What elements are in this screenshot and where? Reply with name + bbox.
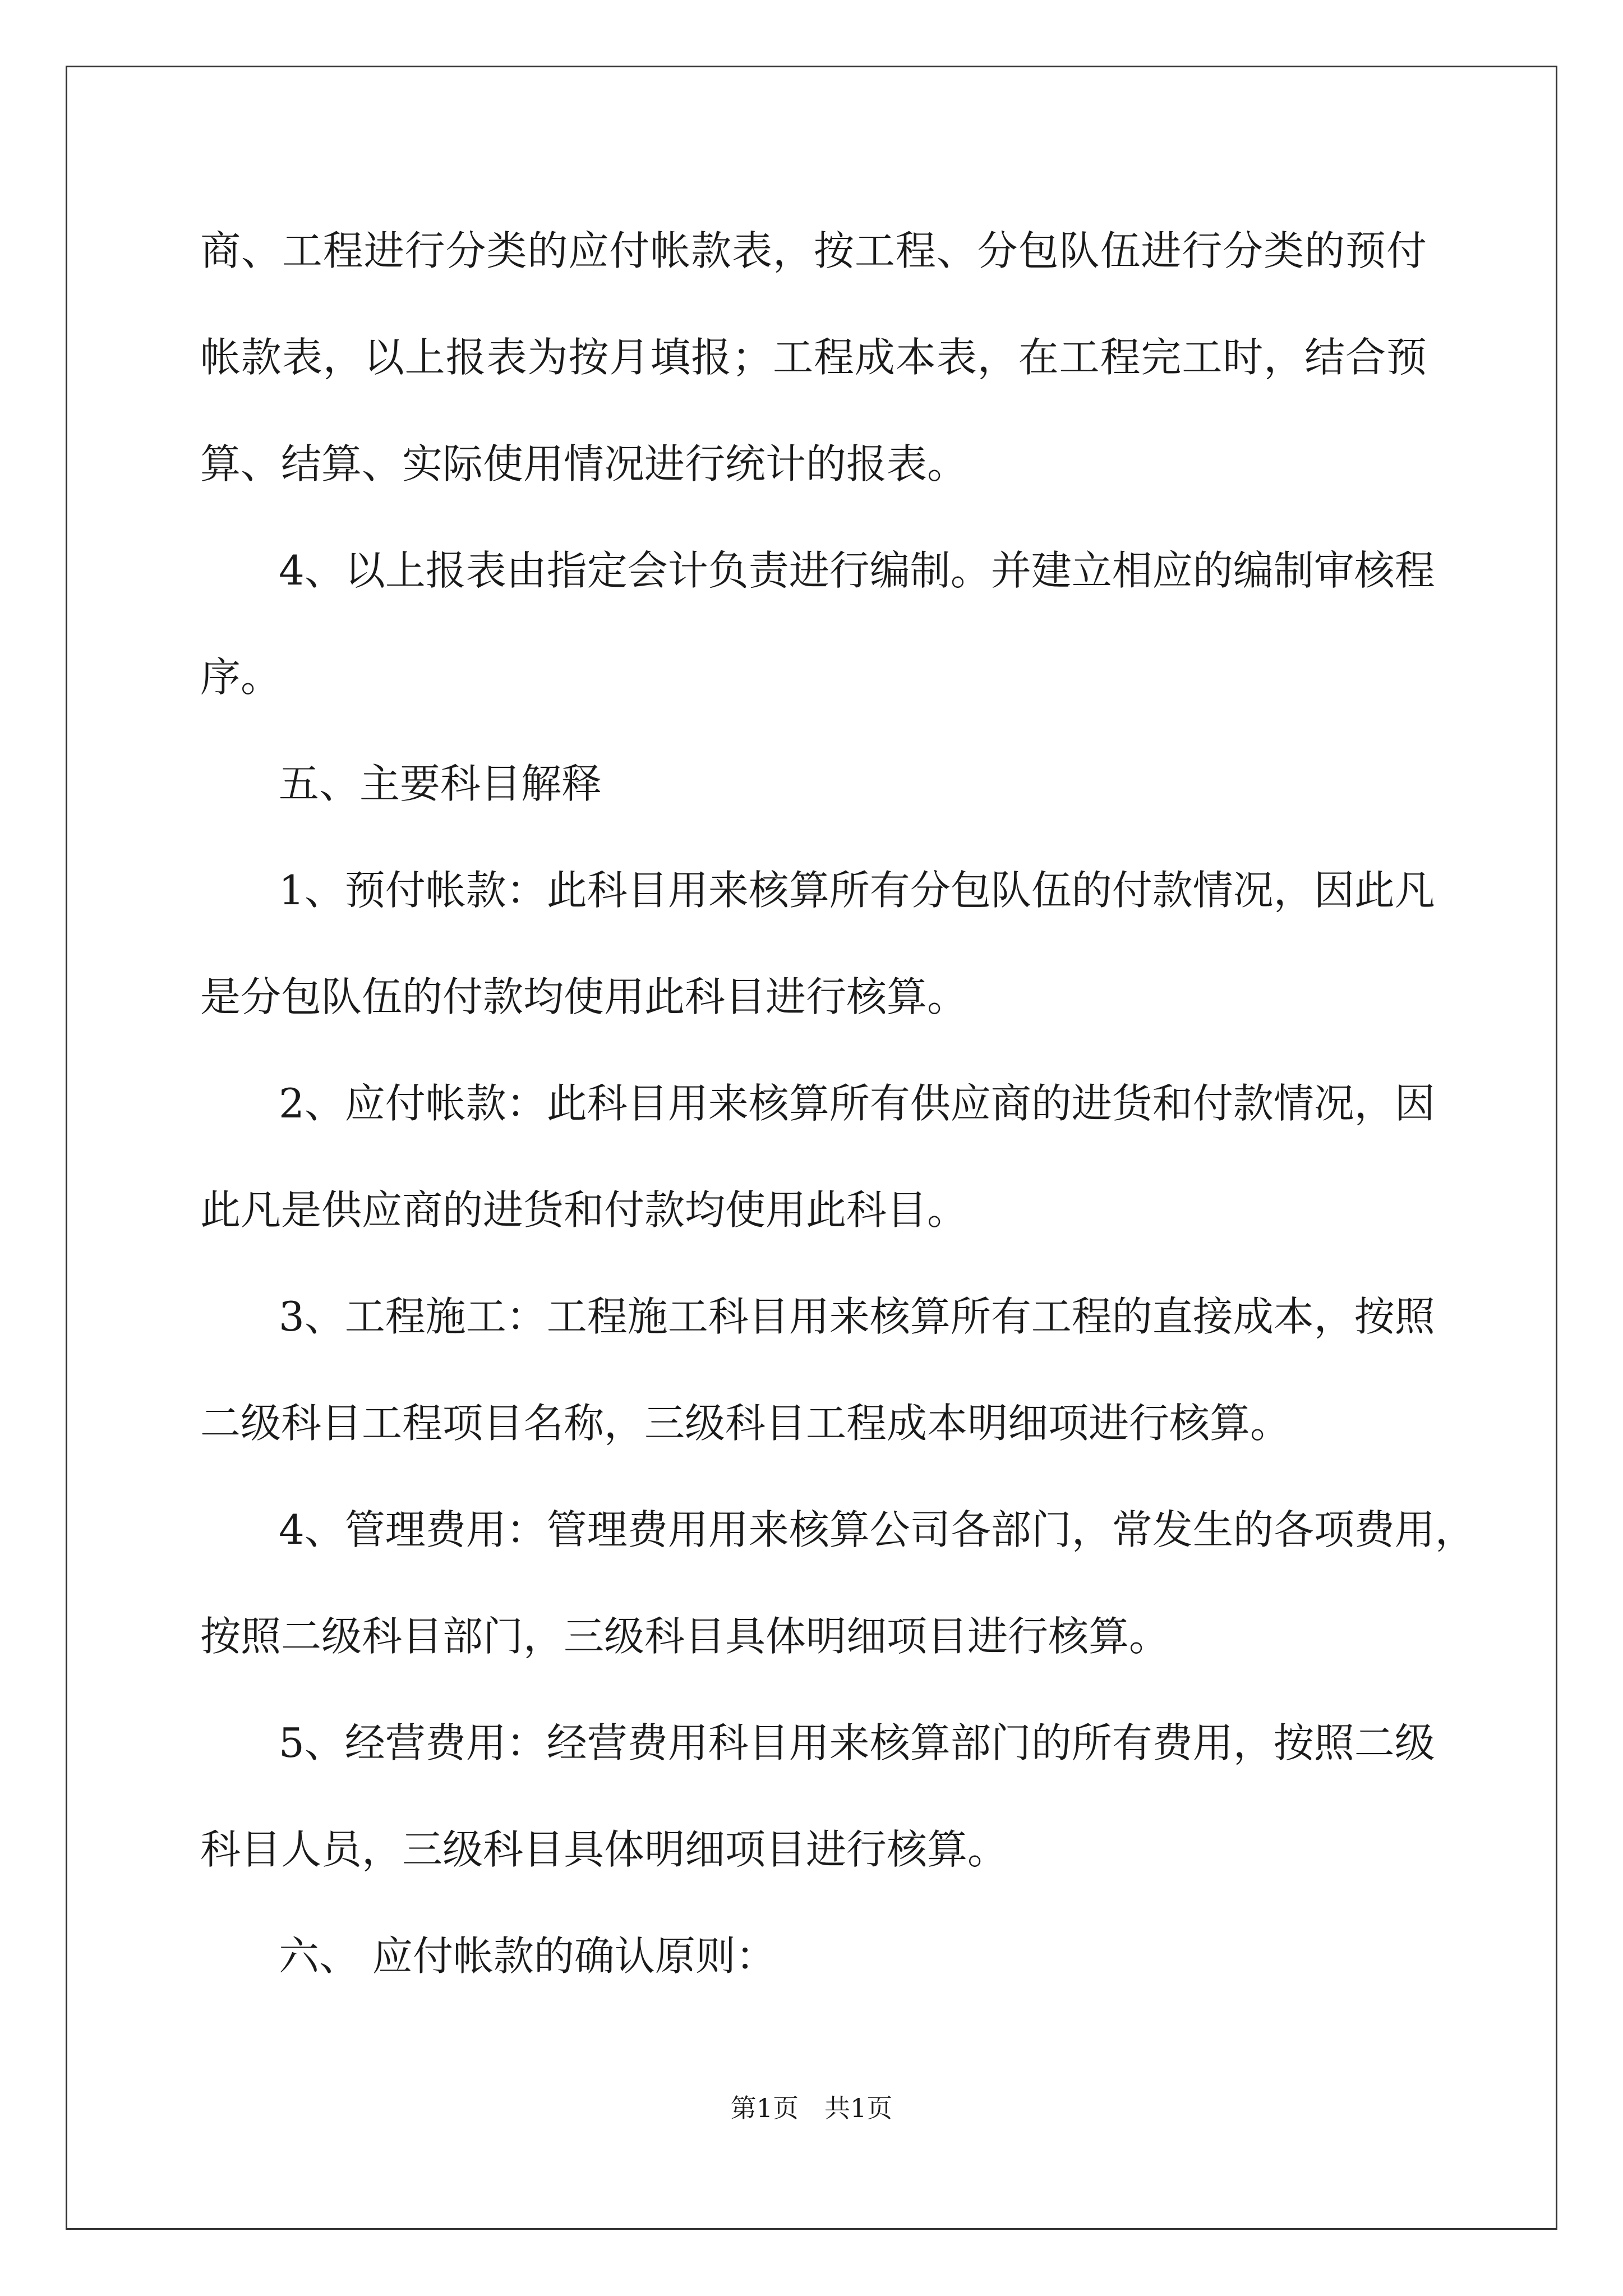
text-line-5: 序。 xyxy=(200,654,282,701)
text-line-16: 科目人员，三级科目具体明细项目进行核算。 xyxy=(200,1826,1008,1873)
page-border xyxy=(66,66,1557,2230)
text-line-13: 4、管理费用：管理费用用来核算公司各部门，常发生的各项费用， xyxy=(279,1506,1476,1553)
text-line-4: 4、以上报表由指定会计负责进行编制。并建立相应的编制审核程 xyxy=(279,547,1435,594)
text-line-14: 按照二级科目部门，三级科目具体明细项目进行核算。 xyxy=(200,1613,1170,1660)
text-line-10: 此凡是供应商的进货和付款均使用此科目。 xyxy=(200,1186,968,1234)
text-line-7: 1、预付帐款：此科目用来核算所有分包队伍的付款情况，因此凡 xyxy=(279,867,1435,914)
text-line-12: 二级科目工程项目名称，三级科目工程成本明细项进行核算。 xyxy=(200,1400,1291,1447)
text-line-2: 帐款表，以上报表为按月填报；工程成本表，在工程完工时，结合预 xyxy=(200,334,1427,381)
text-line-8: 是分包队伍的付款均使用此科目进行核算。 xyxy=(200,973,968,1020)
section-heading-5: 五、主要科目解释 xyxy=(279,760,602,807)
section-heading-6: 六、 应付帐款的确认原则： xyxy=(279,1932,776,1980)
page-number-footer: 第1页 共1页 xyxy=(730,2093,893,2123)
text-line-15: 5、经营费用：经营费用科目用来核算部门的所有费用，按照二级 xyxy=(279,1719,1435,1766)
text-line-1: 商、工程进行分类的应付帐款表，按工程、分包队伍进行分类的预付 xyxy=(200,227,1427,274)
text-line-9: 2、应付帐款：此科目用来核算所有供应商的进货和付款情况，因 xyxy=(279,1080,1435,1127)
text-line-3: 算、结算、实际使用情况进行统计的报表。 xyxy=(200,440,968,487)
text-line-11: 3、工程施工：工程施工科目用来核算所有工程的直接成本，按照 xyxy=(279,1293,1435,1340)
